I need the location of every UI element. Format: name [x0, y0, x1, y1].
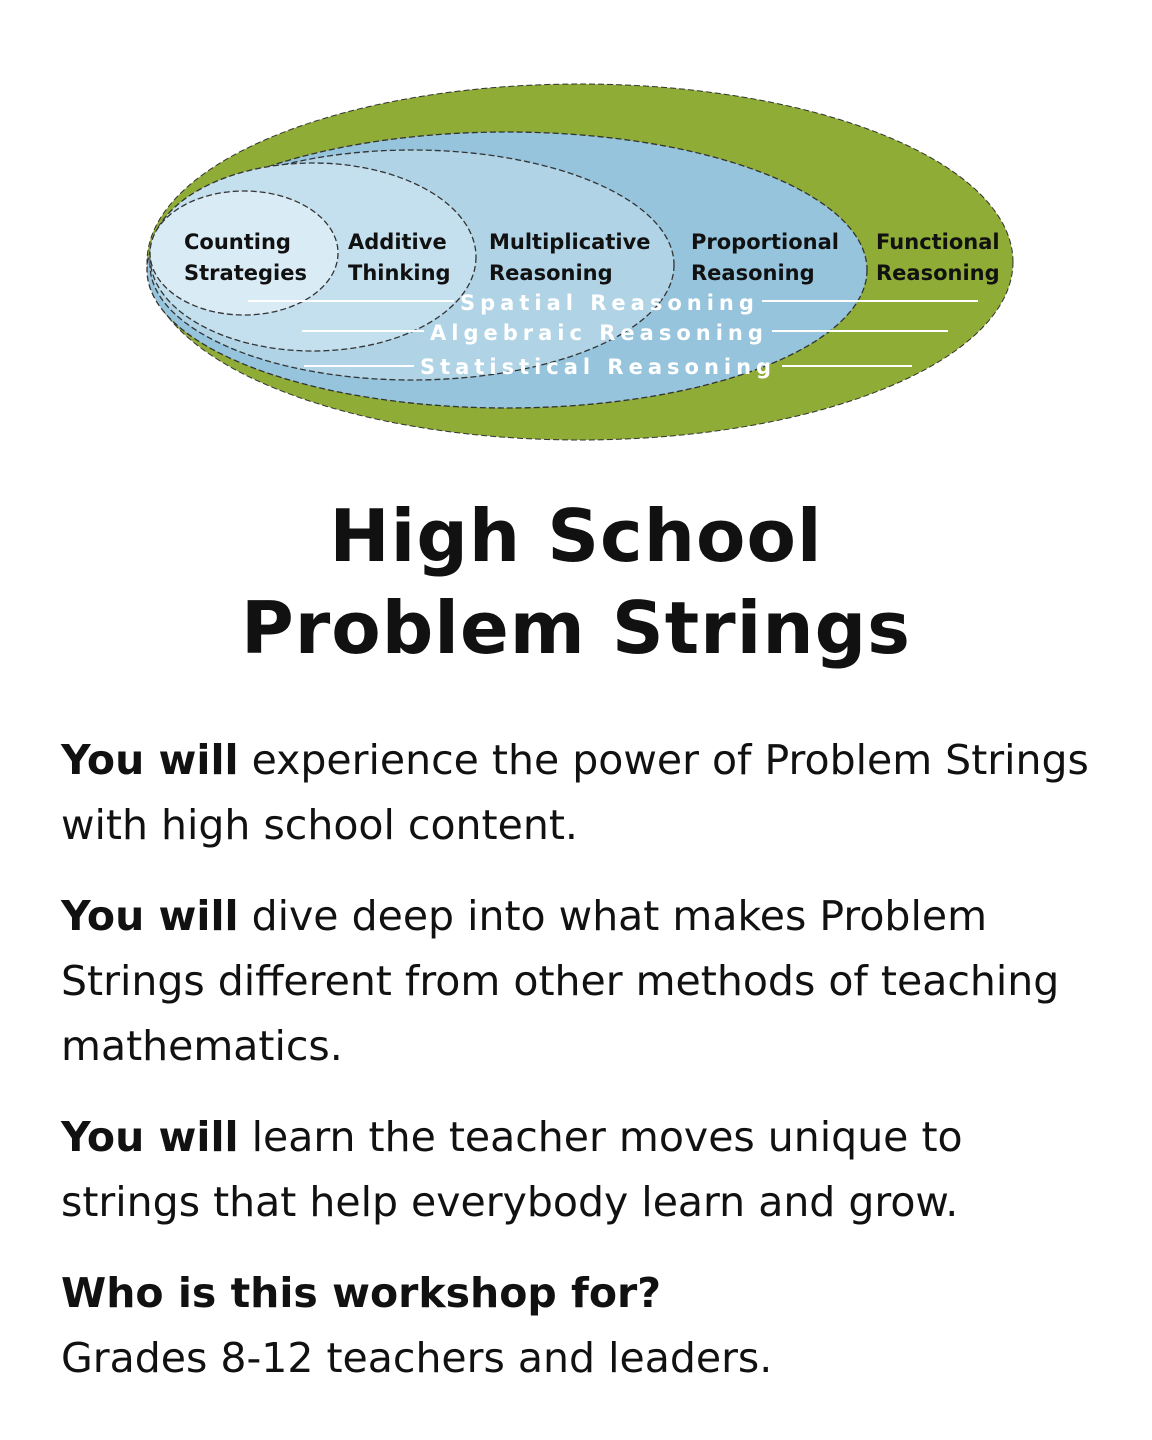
- title-line-2: Problem Strings: [241, 586, 911, 670]
- workshop-description: [61, 728, 1101, 1417]
- paragraph-text: learn the teacher moves unique to strings that help everybody learn and grow.: [61, 1113, 963, 1226]
- spatial-reasoning-label: Spatial Reasoning: [460, 291, 759, 315]
- audience-answer: Grades 8-12 teachers and leaders.: [61, 1334, 773, 1382]
- paragraph-lead: You will: [61, 892, 239, 940]
- proportional-label: Proportional Reasoning: [691, 230, 839, 285]
- algebraic-reasoning-label: Algebraic Reasoning: [430, 321, 768, 345]
- paragraph-text: experience the power of Problem Strings with high school content.: [61, 736, 1089, 849]
- counting-label: Counting Strategies: [184, 230, 307, 285]
- reasoning-diagram: [0, 0, 1152, 460]
- paragraph-lead: You will: [61, 736, 239, 784]
- functional-label: Functional Reasoning: [876, 230, 1000, 285]
- paragraph-text: dive deep into what makes Problem Strings different from other methods of teaching mathematics.: [61, 892, 1060, 1070]
- additive-label: Additive Thinking: [348, 230, 451, 285]
- statistical-reasoning-label: Statistical Reasoning: [420, 355, 777, 379]
- paragraph-lead: You will: [61, 1113, 239, 1161]
- paragraph-2: [61, 884, 1101, 1079]
- audience-question: Who is this workshop for?: [61, 1269, 662, 1317]
- page-title: [0, 490, 1152, 674]
- paragraph-1: [61, 728, 1101, 858]
- audience: [61, 1261, 1101, 1391]
- paragraph-3: [61, 1105, 1101, 1235]
- multiplicative-label: Multiplicative Reasoning: [489, 230, 651, 285]
- title-line-1: High School: [329, 494, 823, 578]
